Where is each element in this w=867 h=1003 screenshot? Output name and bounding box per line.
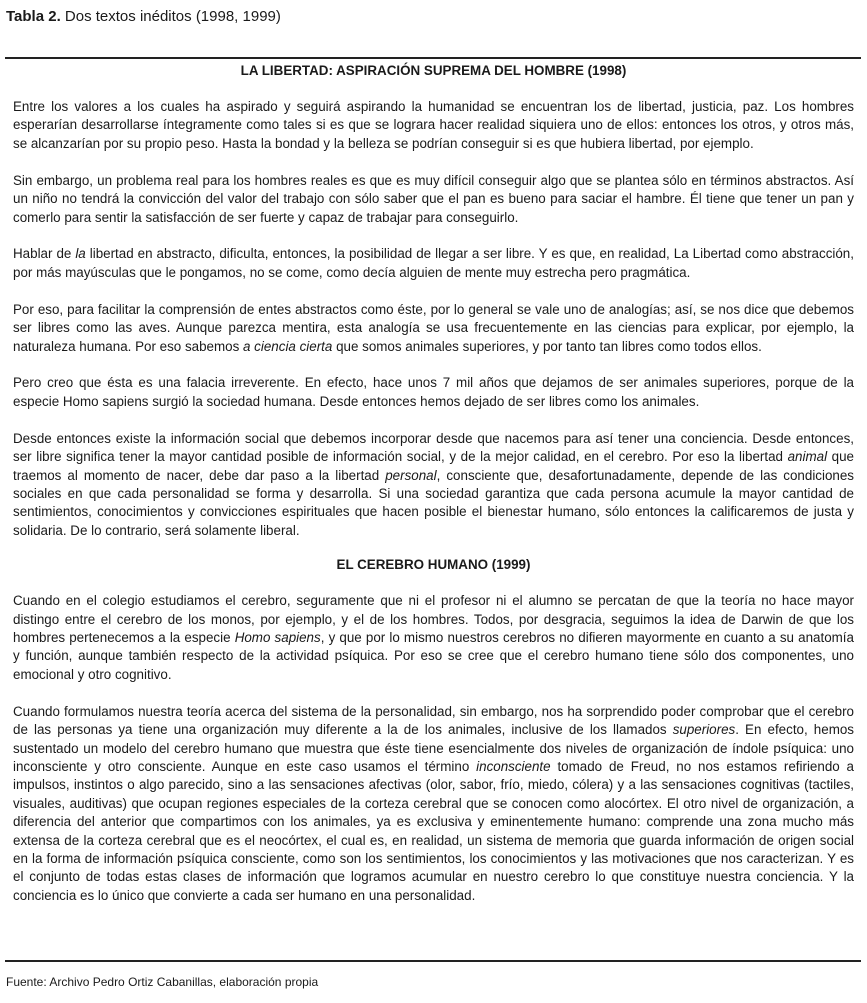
section-cerebro (13, 556, 854, 905)
paragraph (13, 245, 854, 282)
table-caption (6, 7, 281, 27)
italic-text: Homo sapiens (234, 630, 321, 646)
text-run: libertad en abstracto, dificulta, entonces, la posibilidad de llegar a ser libre. Y es que, en realidad, La Libertad como abstracción, por más mayúsculas que le pongamos, no se come, como decía alguien de mente muy estrecha pero pragmática. (13, 246, 854, 280)
top-rule (5, 57, 861, 59)
section-title: EL CEREBRO HUMANO (1999) (336, 557, 531, 573)
italic-text: personal (385, 467, 437, 483)
paragraph (13, 98, 854, 153)
italic-text: la (75, 246, 86, 262)
italic-text: a ciencia cierta (243, 338, 333, 354)
italic-text: superiores (672, 722, 736, 738)
text-run: tomado de Freud, no nos estamos refiriendo a impulsos, instintos o algo parecido, sino a las sensaciones afectivas (olor, sabor, frío, miedo, cólera) y a las sensaciones cognitivas (tactiles, visuales, auditivas) que ocupan regiones especiales de la corteza cerebral que se conocen como alocórtex. El otro nivel de organización, a diferencia del anterior que compartimos con los animales, ya es exclusiva y eminentemente humano: comprende una zona mucho más extensa de la corteza cerebral que es el neocórtex, el cual es, en realidad, un sistema de memoria que guarda información de origen social en la forma de información psíquica consciente, como son los sentimientos, los conocimientos y las motivaciones que nos caracterizan. Y es el conjunto de todas estas clases de información que logramos acumular en nuestro cerebro lo que constituye nuestra conciencia. Y la conciencia es lo único que convierte a cada ser humano en una personalidad. (13, 758, 855, 903)
table-body (13, 62, 854, 905)
italic-text: inconsciente (476, 758, 551, 774)
text-run: Hablar de (13, 246, 76, 262)
paragraph (13, 592, 854, 684)
text-run: Entre los valores a los cuales ha aspirado y seguirá aspirando la humanidad se encuentran los de libertad, justicia, paz. Los hombres esperarían desarrollarse íntegramente como tales si es que se lograra hacer realidad siquiera uno de ellos: entonces los otros, y otros más, se alcanzarían por su propio peso. Hasta la bondad y la belleza se podrían conseguir si es que hubiera libertad, por ejemplo. (13, 99, 854, 151)
text-run: . En efecto, hemos sustentado un modelo del cerebro humano que muestra que éste tiene esencialmente dos niveles de organización de índole psíquica: uno inconsciente y otro consciente. Aunque en este caso usamos el término (13, 722, 854, 774)
paragraph (13, 374, 854, 411)
text-run: Cuando formulamos nuestra teoría acerca del sistema de la personalidad, sin embargo, nos ha sorprendido poder comprobar que el cerebro de las personas ya tiene una organización muy diferente a la de los animales, inclusive de los llamados (13, 703, 854, 738)
section-libertad (13, 62, 854, 540)
table-caption-label: Tabla 2. (6, 8, 61, 25)
bottom-rule (5, 960, 861, 962)
paragraph (13, 430, 854, 540)
text-run: Pero creo que ésta es una falacia irreverente. En efecto, hace unos 7 mil años que dejamos de ser animales superiores, porque de la especie Homo sapiens surgió la sociedad humana. Desde entonces hemos dejado de ser libres como los animales. (13, 375, 854, 409)
italic-text: animal (787, 449, 828, 465)
paragraph (13, 703, 854, 905)
text-run: , consciente que, desafortunadamente, depende de las condiciones sociales en que cada personalidad se forma y desarrolla. Si una sociedad garantiza que cada persona acumule la mayor cantidad de sentimientos, conocimientos y convicciones espirituales que hacen posible el bienestar humano, sólo entonces la calificaremos de justa y solidaria. De lo contrario, será solamente liberal. (13, 467, 855, 538)
section-title: LA LIBERTAD: ASPIRACIÓN SUPREMA DEL HOMBRE (1998) (240, 63, 627, 78)
text-run: que traemos al momento de nacer, debe dar paso a la libertad (13, 449, 855, 483)
text-run: que somos animales superiores, y por tanto tan libres como todos ellos. (332, 338, 762, 354)
text-run: Cuando en el colegio estudiamos el cerebro, seguramente que ni el profesor ni el alumno se percatan de que la teoría no hace mayor distingo entre el cerebro de los monos, por ejemplo, y el de los hombres. Todos, por desgracia, seguimos la idea de Darwin de que los hombres pertenecemos a la especie (13, 593, 854, 646)
text-run: Por eso, para facilitar la comprensión de entes abstractos como éste, por lo general se vale uno de analogías; así, se nos dice que debemos ser libres como las aves. Aunque parezca mentira, esta analogía se usa frecuentemente en las ciencias para explicar, por ejemplo, la naturaleza humana. Por eso sabemos (13, 301, 854, 354)
text-run: Sin embargo, un problema real para los hombres reales es que es muy difícil conseguir algo que se plantea sólo en términos abstractos. Así un niño no tendrá la convicción del valor del trabajo con sólo saber que el pan es bueno para saciar el hambre. Él tiene que tener un pan y comerlo para sentir la satisfacción de ser fuerte y capaz de trabajar para conseguirlo. (13, 172, 854, 225)
table-caption-text: Dos textos inéditos (1998, 1999) (60, 8, 281, 25)
paragraph (13, 301, 854, 356)
source-note: Fuente: Archivo Pedro Ortiz Cabanillas, elaboración propia (6, 975, 319, 989)
paragraph (13, 172, 854, 227)
text-run: , y que por lo mismo nuestros cerebros no difieren mayormente en cuanto a su anatomía y función, aunque también respecto de la actividad psíquica. Por eso se cree que el cerebro humano tiene sólo dos componentes, uno emocional y otro cognitivo. (13, 630, 854, 682)
text-run: Desde entonces existe la información social que debemos incorporar desde que nacemos para así tener una conciencia. Desde entonces, ser libre significa tener la mayor cantidad posible de información social, y de la mejor calidad, en el cerebro. Por eso la libertad (13, 430, 854, 465)
